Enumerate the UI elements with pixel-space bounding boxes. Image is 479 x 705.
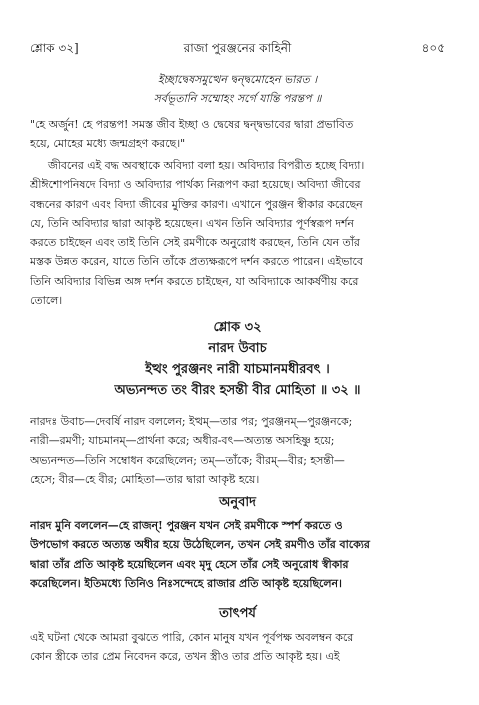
verse-speaker: নারদ উবাচ: [208, 341, 267, 356]
quote-line-2: সর্বভূতানি সম্মোহং সর্গে যান্তি পরন্তপ ॥: [153, 92, 322, 105]
synonym-line: অভ্যনন্দত—তিনি সম্বোধন করেছিলেন; তম্—তাঁকে; বীরম্—বীর; হসন্তী—: [30, 453, 345, 467]
text-line: জীবনের এই বদ্ধ অবস্থাকে অবিদ্যা বলা হয়। অবিদ্যার বিপরীত হচ্ছে বিদ্যা।: [48, 159, 365, 172]
verse-block: [30, 318, 445, 408]
running-header: [30, 40, 445, 58]
purport-heading-wrap: [30, 604, 445, 626]
verse-line-2: অভ্যনন্দত তং বীরং হসন্তী বীর মোহিতা ॥ ৩২ ॥: [114, 383, 361, 398]
text-line: বন্ধনের কারণ এবং বিদ্যা জীবের মুক্তির কারণ। এখানে পুরঞ্জন স্বীকার করেছেন: [30, 197, 363, 211]
purport-line: কোন স্ত্রীকে তার প্রেম নিবেদন করে, তখন স্ত্রীও তার প্রতি আকৃষ্ট হয়। এই: [30, 650, 340, 664]
text-line: তোলে।: [30, 294, 63, 308]
translation-line: নারদ মুনি বললেন—হে রাজন্! পুরঞ্জন যখন সেই রমণীকে স্পর্শ করতে ও: [30, 519, 343, 532]
quote-translation: [30, 115, 445, 154]
paragraph: [30, 156, 445, 310]
text-line: হয়ে, মোহের মধ্যে জন্মগ্রহণ করছে।": [30, 137, 186, 151]
synonym-line: নারদঃ উবাচ—দেবর্ষি নারদ বললেন; ইত্থম্—তার পর; পুরঞ্জনম্—পুরঞ্জনকে;: [30, 415, 353, 428]
synonyms: [30, 412, 445, 489]
text-line: তিনি অবিদ্যার বিভিন্ন অঙ্গ দর্শন করতে চাইছেন, যা অবিদ্যাকে আকর্ষণীয় করে: [30, 274, 359, 288]
text-line: করতে চাইছেন এবং তাই তিনি সেই রমণীকে অনুরোধ করছেন, তিনি যেন তাঁর: [30, 236, 360, 250]
purport-line: এই ঘটনা থেকে আমরা বুঝতে পারি, কোন মানুষ যখন পূর্বপক্ষ অবলম্বন করে: [30, 631, 354, 644]
translation: [30, 516, 445, 593]
translation-heading: অনুবাদ: [219, 495, 256, 510]
verse-title: শ্লোক ৩২: [213, 320, 262, 335]
synonym-line: নারী—রমণী; যাচমানম্—প্রার্থনা করে; অধীর-বৎ—অত্যন্ত অসহিষ্ণু হয়ে;: [30, 434, 335, 448]
verse-reference: শ্লোক ৩২]: [30, 41, 79, 55]
chapter-title: রাজা পুরঞ্জনের কাহিনী: [183, 41, 292, 55]
purport: [30, 628, 445, 667]
text-line: মস্তক উন্নত করেন, যাতে তিনি তাঁকে প্রত্যক্ষরূপে দর্শন করতে পারেন। এইভাবে: [30, 255, 363, 269]
quote-line-1: ইচ্ছাদ্বেষসমুত্থেন দ্বন্দ্বমোহেন ভারত ।: [157, 73, 318, 86]
translation-line: দ্বারা তাঁর প্রতি আকৃষ্ট হয়েছিলেন এবং মৃদু হেসে তাঁর সেই অনুরোধ স্বীকার: [30, 557, 349, 571]
verse-line-1: ইত্থং পুরঞ্জনং নারী যাচমানমধীরবৎ ।: [145, 362, 330, 377]
text-line: যে, তিনি অবিদ্যার দ্বারা আকৃষ্ট হয়েছেন। এখন তিনি অবিদ্যার পূর্ণস্বরূপ দর্শন: [30, 216, 354, 230]
text-line: শ্রীঈশোপনিষদে বিদ্যা ও অবিদ্যার পার্থক্য নিরূপণ করা হয়েছে। অবিদ্যা জীবের: [30, 178, 361, 192]
synonym-line: হেসে; বীর—হে বীর; মোহিতা—তার দ্বারা আকৃষ্ট হয়ে।: [30, 472, 260, 486]
translation-line: উপভোগ করতে অত্যন্ত অধীর হয়ে উঠেছিলেন, তখন সেই রমণীও তাঁর বাক্যের: [30, 538, 370, 552]
gita-quote: [30, 70, 445, 110]
translation-heading-wrap: [30, 493, 445, 515]
purport-heading: তাৎপর্য: [219, 606, 256, 621]
translation-line: করেছিলেন। ইতিমধ্যে তিনিও নিঃসন্দেহে রাজার প্রতি আকৃষ্ট হয়েছিলেন।: [30, 576, 342, 590]
text-line: "হে অর্জুন! হে পরন্তপ! সমস্ত জীব ইচ্ছা ও দ্বেষের দ্বন্দ্বভাবের দ্বারা প্রভাবিত: [30, 118, 354, 131]
page-number: ৪০৫: [421, 41, 445, 55]
